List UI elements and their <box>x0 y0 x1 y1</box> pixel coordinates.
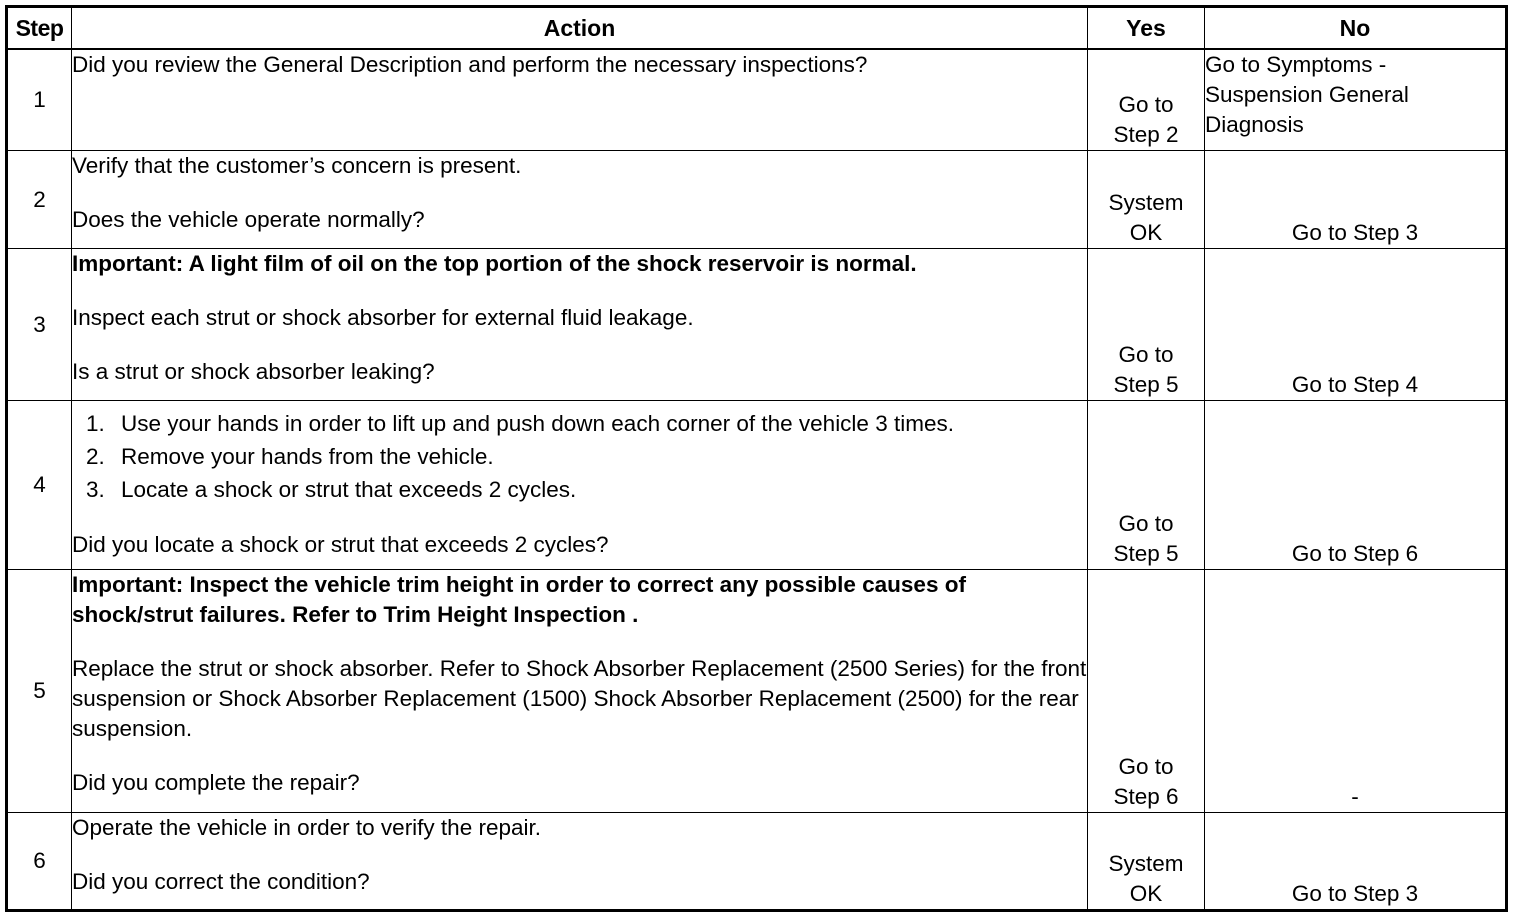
action-cell <box>72 570 1088 813</box>
table-row <box>7 813 1507 911</box>
list-number: 2. <box>86 444 105 469</box>
diagnostic-table <box>5 5 1508 912</box>
header-action: Action <box>72 7 1088 50</box>
no-cell: Go to Step 3 <box>1205 813 1507 911</box>
header-row <box>7 7 1507 50</box>
no-cell: Go to Step 6 <box>1205 401 1507 570</box>
action-cell <box>72 249 1088 401</box>
list-item <box>86 440 1087 473</box>
no-cell: Go to Step 3 <box>1205 151 1507 249</box>
action-question: Does the vehicle operate normally? <box>72 207 425 232</box>
step-number: 4 <box>7 401 72 570</box>
table-row <box>7 401 1507 570</box>
step-number: 5 <box>7 570 72 813</box>
table-row <box>7 151 1507 249</box>
action-text: Did you review the General Description and perform the necessary inspections? <box>72 52 868 77</box>
action-cell <box>72 813 1088 911</box>
no-cell: Go to Step 4 <box>1205 249 1507 401</box>
no-cell: Go to Symptoms - Suspension General Diagnosis <box>1205 49 1507 151</box>
action-text: Replace the strut or shock absorber. Refer to Shock Absorber Replacement (2500 Series) for the front suspension or Shock Absorber Replacement (1500) Shock Absorber Replacement (2500) for the rear suspension. <box>72 656 1087 741</box>
action-cell <box>72 151 1088 249</box>
list-number: 3. <box>86 477 105 502</box>
list-text: Locate a shock or strut that exceeds 2 cycles. <box>121 477 577 502</box>
action-text: Inspect each strut or shock absorber for external fluid leakage. <box>72 305 694 330</box>
header-yes: Yes <box>1088 7 1205 50</box>
step-number: 6 <box>7 813 72 911</box>
action-question: Did you correct the condition? <box>72 869 370 894</box>
list-number: 1. <box>86 411 105 436</box>
table-row <box>7 49 1507 151</box>
action-question: Did you locate a shock or strut that exceeds 2 cycles? <box>72 532 609 557</box>
yes-cell: Go to Step 5 <box>1088 401 1205 570</box>
header-step: Step <box>7 7 72 50</box>
important-note: Important: A light film of oil on the top portion of the shock reservoir is normal. <box>72 251 917 276</box>
yes-cell: Go to Step 6 <box>1088 570 1205 813</box>
yes-cell: Go to Step 5 <box>1088 249 1205 401</box>
yes-cell: System OK <box>1088 813 1205 911</box>
list-item <box>86 407 1087 440</box>
procedure-list <box>72 407 1087 506</box>
no-cell: - <box>1205 570 1507 813</box>
table-row <box>7 570 1507 813</box>
step-number: 1 <box>7 49 72 151</box>
yes-cell: System OK <box>1088 151 1205 249</box>
action-text: Verify that the customer’s concern is present. <box>72 153 522 178</box>
action-cell <box>72 401 1088 570</box>
table-row <box>7 249 1507 401</box>
list-text: Use your hands in order to lift up and push down each corner of the vehicle 3 times. <box>121 411 954 436</box>
action-text: Operate the vehicle in order to verify the repair. <box>72 815 541 840</box>
list-text: Remove your hands from the vehicle. <box>121 444 494 469</box>
important-note: Important: Inspect the vehicle trim height in order to correct any possible causes of shock/strut failures. Refer to Trim Height Inspection . <box>72 572 966 627</box>
header-no: No <box>1205 7 1507 50</box>
action-cell <box>72 49 1088 151</box>
action-question: Is a strut or shock absorber leaking? <box>72 359 435 384</box>
yes-cell: Go to Step 2 <box>1088 49 1205 151</box>
step-number: 3 <box>7 249 72 401</box>
step-number: 2 <box>7 151 72 249</box>
action-question: Did you complete the repair? <box>72 770 360 795</box>
list-item <box>86 473 1087 506</box>
